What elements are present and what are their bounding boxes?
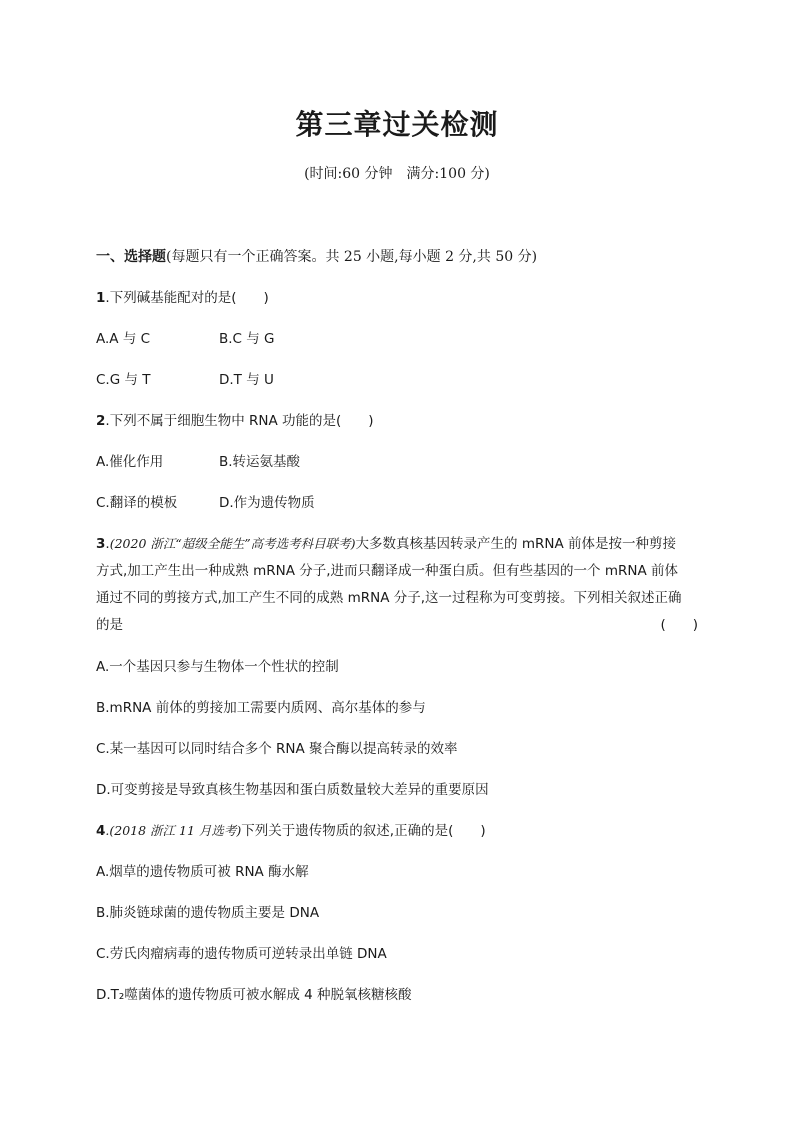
option-a: A.A 与 C: [96, 331, 151, 347]
question-3-option-c: C.某一基因可以同时结合多个 RNA 聚合酶以提高转录的效率: [96, 741, 458, 757]
section-heading: [96, 246, 537, 266]
option-d: D.T 与 U: [219, 372, 274, 388]
option-b: B.转运氨基酸: [219, 454, 301, 470]
question-text: 大多数真核基因转录产生的 mRNA 前体是按一种剪接: [355, 536, 676, 552]
question-text: 下列关于遗传物质的叙述,正确的是( ): [241, 823, 486, 839]
question-3-option-d: D.可变剪接是导致真核生物基因和蛋白质数量较大差异的重要原因: [96, 782, 489, 798]
question-3-option-b: B.mRNA 前体的剪接加工需要内质网、高尔基体的参与: [96, 700, 426, 716]
question-1-stem: [96, 286, 269, 306]
option-c: C.翻译的模板: [96, 495, 178, 511]
question-2-options-row-1: [96, 450, 596, 470]
question-4-option-b: B.肺炎链球菌的遗传物质主要是 DNA: [96, 905, 320, 921]
answer-blank: ( ): [660, 617, 698, 633]
question-4-stem: [96, 819, 486, 839]
section-note: (每题只有一个正确答案。共 25 小题,每小题 2 分,共 50 分): [166, 249, 538, 265]
question-2-stem: [96, 409, 374, 429]
question-3-stem-line-3: 通过不同的剪接方式,加工产生不同的成熟 mRNA 分子,这一过程称为可变剪接。下列相关叙述正确: [96, 590, 682, 606]
question-3-stem-line-1: 3.(2020 浙江“超级全能生”高考选考科目联考)大多数真核基因转录产生的 mRNA 前体是按一种剪接: [96, 536, 676, 552]
question-1-options-row-2: [96, 368, 596, 388]
option-a: A.催化作用: [96, 454, 164, 470]
question-4-option-a: A.烟草的遗传物质可被 RNA 酶水解: [96, 864, 309, 880]
question-source: (2020 浙江“超级全能生”高考选考科目联考): [109, 536, 356, 551]
option-c: C.G 与 T: [96, 372, 151, 388]
question-3-stem-line-4: 的是: [96, 617, 123, 633]
exam-info: (时间:60 分钟 满分:100 分): [304, 166, 490, 182]
question-2-options-row-2: [96, 491, 596, 511]
question-3-stem-line-2: 方式,加工产生出一种成熟 mRNA 分子,进而只翻译成一种蛋白质。但有些基因的一个 mRNA 前体: [96, 563, 678, 579]
question-4-option-d: D.T₂噬菌体的遗传物质可被水解成 4 种脱氧核糖核酸: [96, 987, 412, 1003]
option-b: B.C 与 G: [219, 331, 275, 347]
section-title: 一、选择题: [96, 249, 166, 265]
question-number: 3: [96, 536, 106, 552]
page-title: 第三章过关检测: [295, 108, 499, 141]
question-number: 1: [96, 290, 106, 306]
question-source: .(2018 浙江 11 月选考): [105, 823, 242, 838]
question-text: .下列碱基能配对的是( ): [105, 290, 269, 306]
question-4-option-c: C.劳氏肉瘤病毒的遗传物质可逆转录出单链 DNA: [96, 946, 387, 962]
question-1-options-row-1: [96, 327, 596, 347]
question-text: .下列不属于细胞生物中 RNA 功能的是( ): [105, 413, 374, 429]
question-number: 2: [96, 413, 106, 429]
question-number: 4: [96, 823, 106, 839]
option-d: D.作为遗传物质: [219, 495, 315, 511]
question-3-option-a: A.一个基因只参与生物体一个性状的控制: [96, 659, 339, 675]
